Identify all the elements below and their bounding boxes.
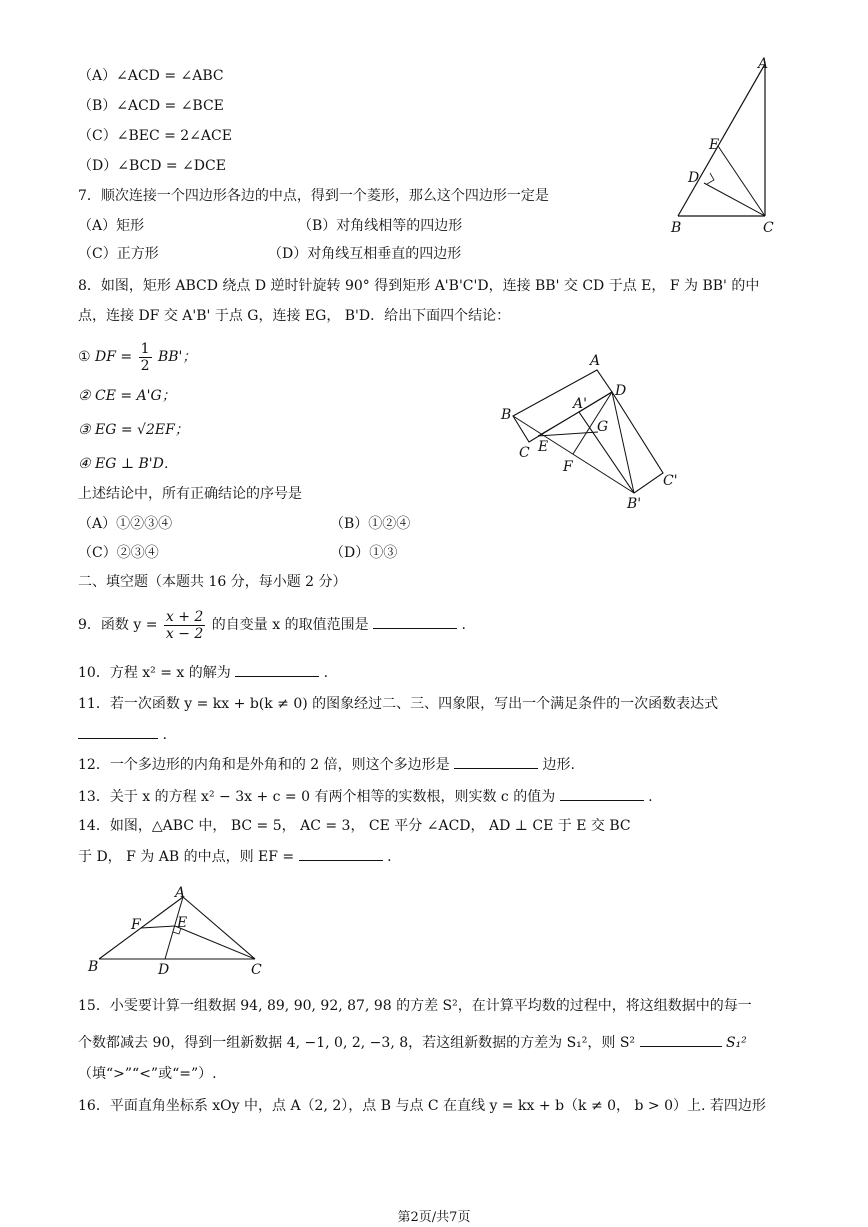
q10-line — [78, 662, 328, 683]
q14-line1: 14．如图，△ABC 中， BC = 5， AC = 3， CE 平分 ∠ACD， AD ⊥ CE 于 E 交 BC — [78, 818, 631, 834]
q6-label-c: C — [763, 220, 774, 236]
q14-line2 — [78, 846, 392, 867]
q6-triangle-figure — [665, 52, 805, 242]
q12-post: 边形. — [542, 757, 575, 773]
q8-c1-fraction — [139, 341, 152, 374]
q8-label-a: A — [590, 353, 601, 369]
q11-answer-blank[interactable] — [78, 724, 158, 739]
q11-end: . — [162, 727, 167, 743]
q8-label-a-prime: A' — [573, 396, 587, 412]
q11-line1: 11．若一次函数 y = kx + b(k ≠ 0) 的图象经过二、三、四象限，写出一个满足条件的一次函数表达式 — [78, 696, 719, 712]
q10-end: . — [323, 665, 329, 681]
q13-end: . — [648, 789, 653, 805]
q6-label-d: D — [688, 170, 700, 186]
q14-label-a: A — [175, 885, 186, 901]
q8-c1-numerator: 1 — [140, 340, 150, 357]
q15-answer-blank[interactable] — [640, 1032, 722, 1047]
q8-option-b: （B）①②④ — [330, 516, 411, 532]
q9-answer-blank[interactable] — [373, 614, 457, 629]
q6-option-c: （C）∠BEC = 2∠ACE — [78, 128, 232, 144]
q7-option-b: （B）对角线相等的四边形 — [298, 218, 463, 234]
page-footer: 第2页/共7页 — [397, 1210, 471, 1225]
q13-line — [78, 786, 653, 807]
q9-post: 的自变量 x 的取值范围是 — [211, 617, 369, 633]
q14-label-f: F — [131, 917, 141, 933]
q9-denominator: x − 2 — [165, 625, 204, 642]
q10-pre: 10．方程 x² = x 的解为 — [78, 665, 231, 681]
q8-label-c: C — [519, 445, 530, 461]
q8-label-c-prime: C' — [663, 473, 678, 489]
q6-option-b: （B）∠ACD = ∠BCE — [78, 98, 224, 114]
q8-label-d: D — [615, 383, 627, 399]
q8-c1-mark: ① — [78, 349, 91, 365]
q15-line3: （填“>”“<”或“=”）. — [78, 1066, 217, 1082]
q8-c1-rhs: BB'； — [157, 349, 197, 365]
q14-answer-blank[interactable] — [299, 846, 383, 861]
q6-option-a: （A）∠ACD = ∠ABC — [78, 68, 224, 84]
q14-label-d: D — [158, 962, 170, 978]
q8-c1-lhs: DF = — [95, 349, 133, 365]
q8-option-c: （C）②③④ — [78, 545, 159, 561]
q15-line2 — [78, 1032, 747, 1053]
q14-label-e: E — [177, 915, 188, 931]
q10-answer-blank[interactable] — [235, 662, 319, 677]
q6-option-d: （D）∠BCD = ∠DCE — [78, 158, 226, 174]
q7-option-d: （D）对角线互相垂直的四边形 — [268, 246, 462, 262]
q8-conclusion-1 — [78, 338, 196, 376]
q9-numerator: x + 2 — [165, 608, 204, 625]
q6-label-e: E — [709, 137, 720, 153]
q15-line1: 15．小雯要计算一组数据 94, 89, 90, 92, 87, 98 的方差 S²，在计算平均数的过程中，将这组数据中的每一 — [78, 998, 752, 1014]
q9-fraction — [164, 609, 205, 642]
q14-label-c: C — [251, 962, 262, 978]
q8-label-b: B — [501, 407, 512, 423]
q12-line — [78, 754, 575, 775]
q7-option-c: （C）正方形 — [78, 246, 159, 262]
q8-conclusion-3: ③ EG = √2EF； — [78, 422, 189, 438]
q8-stem-line1: 8．如图，矩形 ABCD 绕点 D 逆时针旋转 90° 得到矩形 A'B'C'D，连接 BB' 交 CD 于点 E， F 为 BB' 的中 — [78, 278, 760, 294]
q9-pre: 9．函数 y = — [78, 617, 158, 633]
q8-conclusion-4: ④ EG ⊥ B'D． — [78, 456, 178, 472]
q14-triangle-figure — [85, 885, 285, 977]
q12-pre: 12．一个多边形的内角和是外角和的 2 倍，则这个多边形是 — [78, 757, 450, 773]
q8-summary: 上述结论中，所有正确结论的序号是 — [78, 486, 302, 502]
q14-label-b: B — [88, 959, 99, 975]
q6-label-b: B — [671, 220, 682, 236]
q6-label-a: A — [758, 56, 769, 72]
q14-pre: 于 D， F 为 AB 的中点，则 EF = — [78, 849, 295, 865]
q8-label-b-prime: B' — [627, 496, 642, 512]
q7-option-a: （A）矩形 — [78, 218, 145, 234]
q7-stem: 7．顺次连接一个四边形各边的中点，得到一个菱形，那么这个四边形一定是 — [78, 188, 549, 204]
q15-line2-pre: 个数都减去 90，得到一组新数据 4, −1, 0, 2, −3, 8，若这组新数据的方差为 S₁²，则 S² — [78, 1035, 636, 1051]
q8-label-g: G — [597, 419, 609, 435]
q8-c1-denominator: 2 — [140, 357, 150, 374]
q15-line2-post: S₁² — [725, 1035, 747, 1051]
q8-option-a: （A）①②③④ — [78, 516, 173, 532]
q11-line2 — [78, 724, 167, 745]
q8-label-e: E — [538, 439, 549, 455]
q14-end: . — [387, 849, 392, 865]
q9-line — [78, 606, 466, 644]
q13-pre: 13．关于 x 的方程 x² − 3x + c = 0 有两个相等的实数根，则实数 c 的值为 — [78, 789, 556, 805]
q8-option-d: （D）①③ — [330, 545, 398, 561]
q8-rectangle-figure — [495, 350, 695, 520]
q13-answer-blank[interactable] — [560, 786, 644, 801]
q8-conclusion-2: ② CE = A'G； — [78, 388, 176, 404]
q9-end: . — [461, 617, 466, 633]
q8-label-f: F — [563, 459, 573, 475]
q16-line1: 16．平面直角坐标系 xOy 中，点 A（2, 2），点 B 与点 C 在直线 y = kx + b（k ≠ 0， b > 0）上. 若四边形 — [78, 1098, 766, 1114]
section-2-heading: 二、填空题（本题共 16 分，每小题 2 分） — [78, 574, 347, 590]
q12-answer-blank[interactable] — [454, 754, 538, 769]
q8-stem-line2: 点，连接 DF 交 A'B' 于点 G，连接 EG， B'D．给出下面四个结论： — [78, 308, 511, 324]
